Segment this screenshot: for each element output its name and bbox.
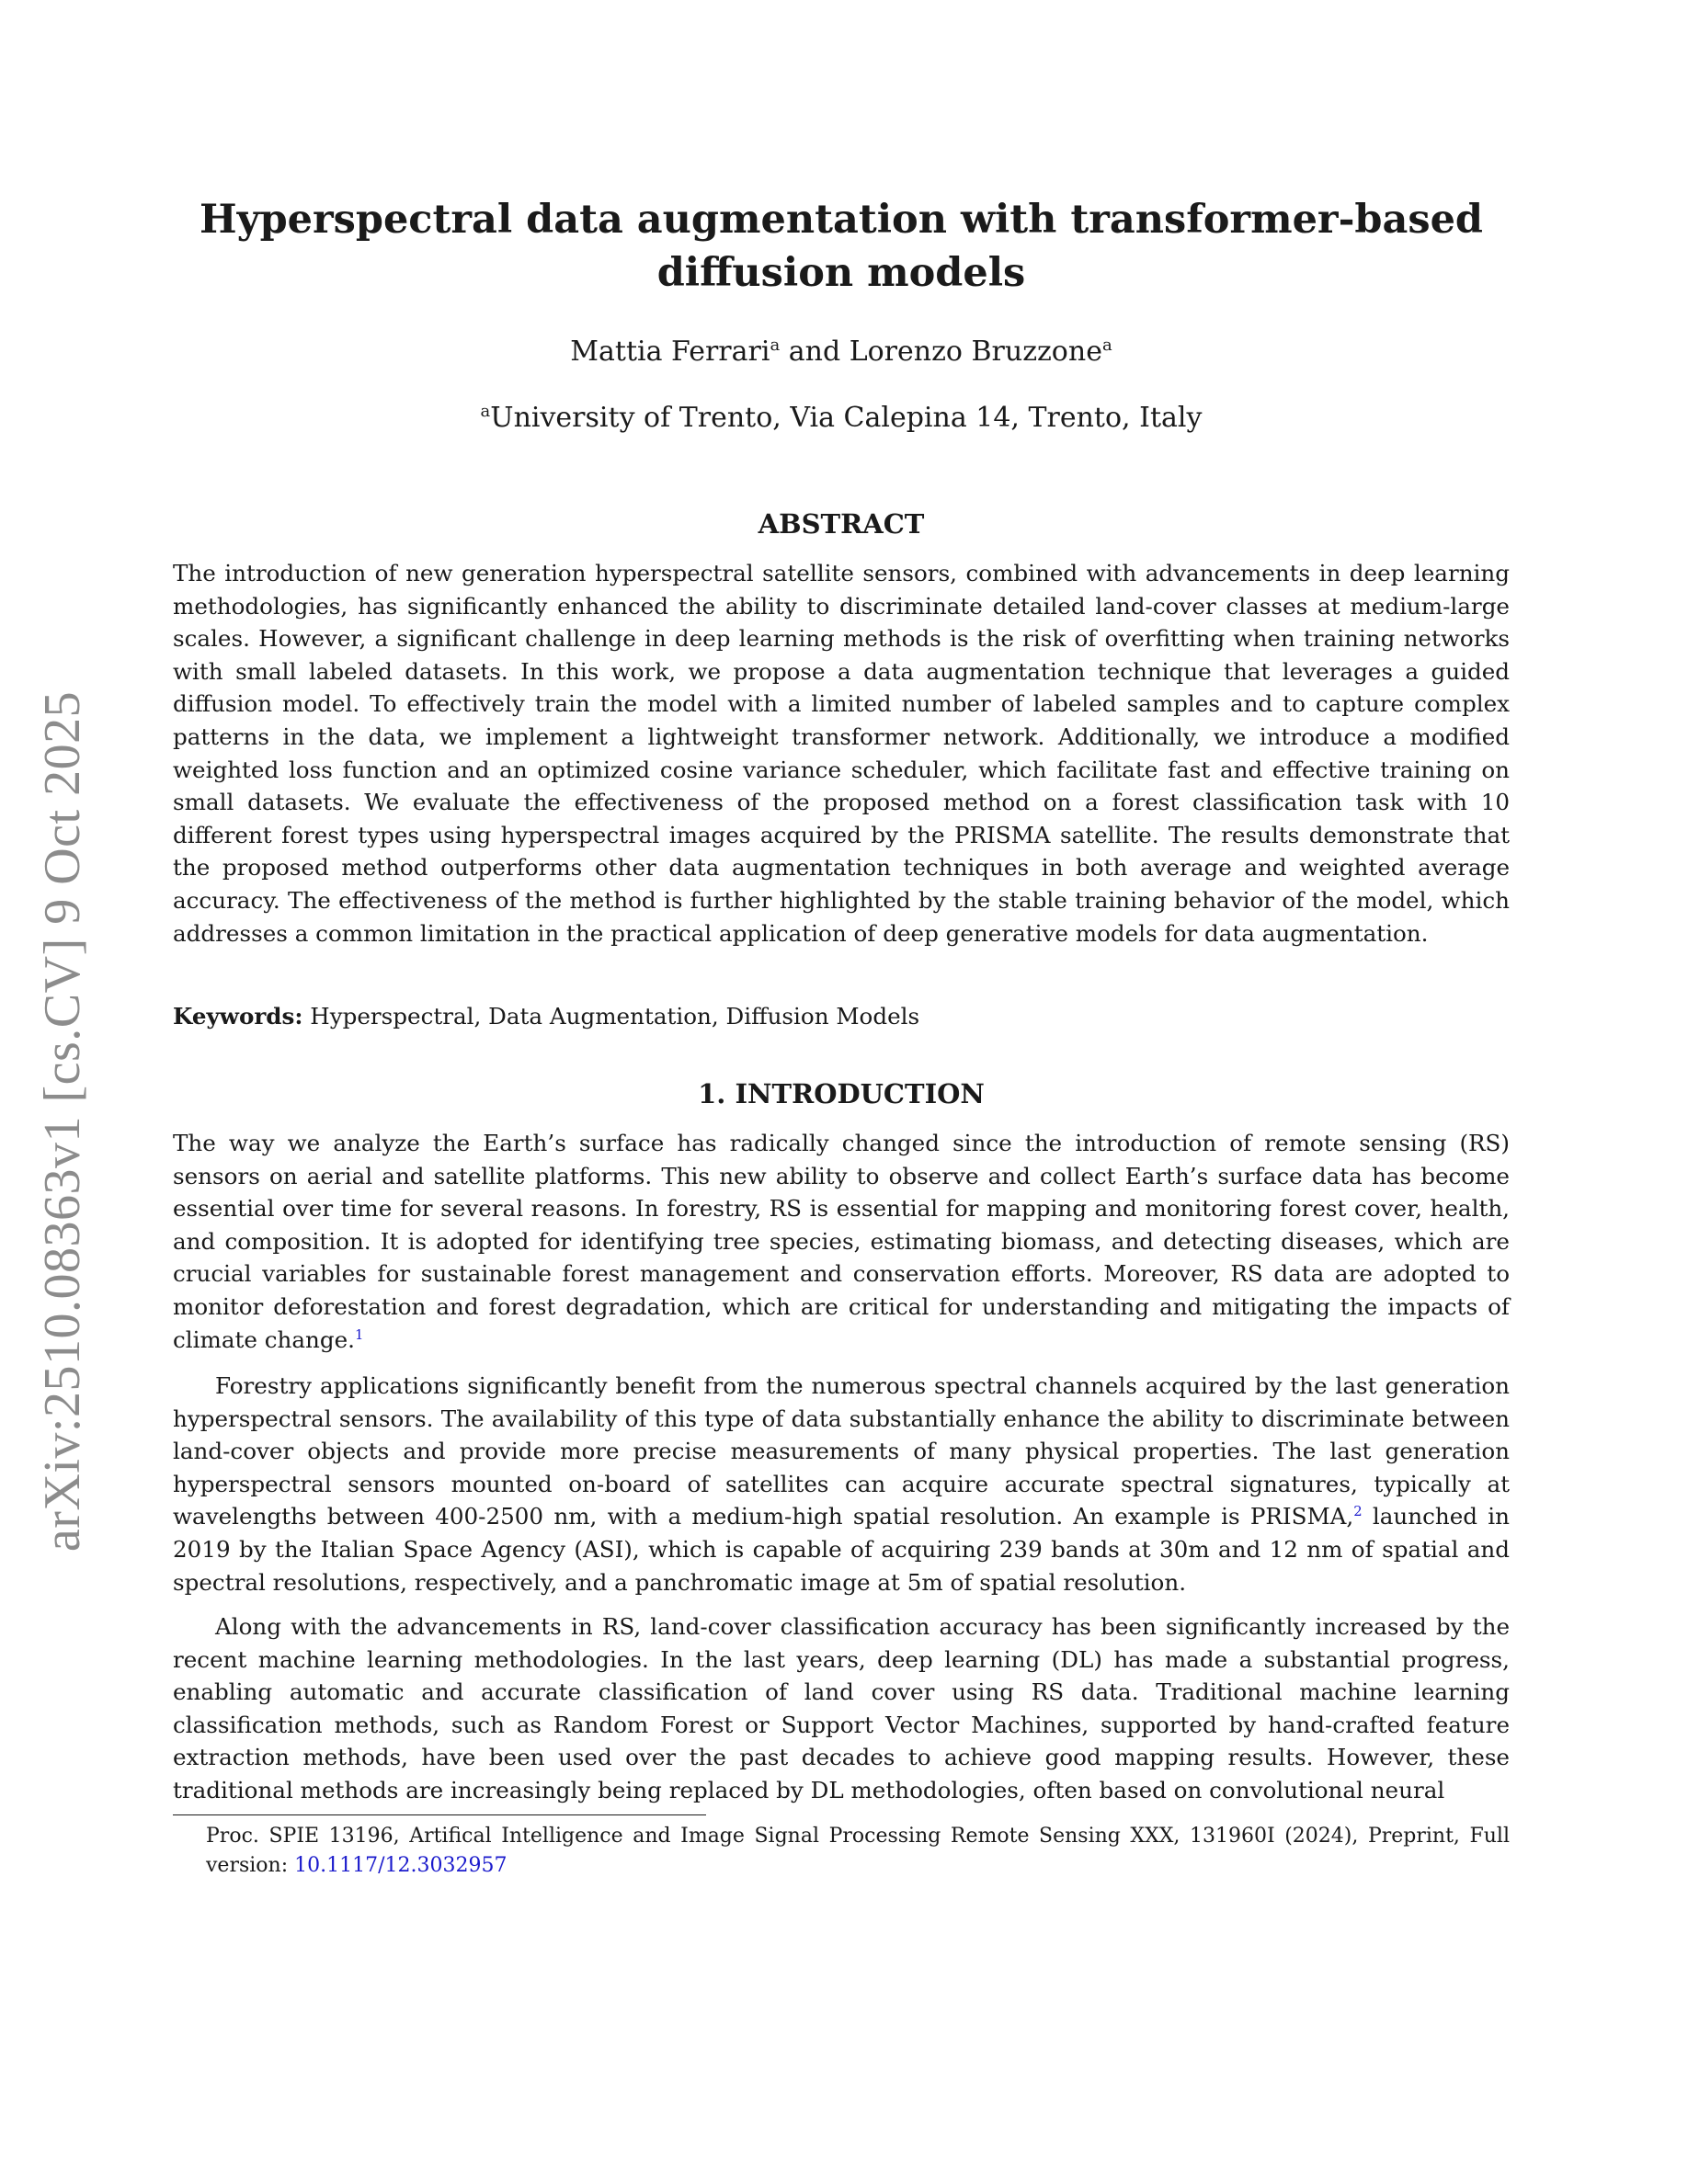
affiliation-text: University of Trento, Via Calepina 14, Trento, Italy xyxy=(490,402,1203,434)
paper-title: Hyperspectral data augmentation with transformer-based diffusion models xyxy=(199,197,1483,296)
intro-paragraph-2 xyxy=(173,1370,1510,1598)
abstract-body: The introduction of new generation hyperspectral satellite sensors, combined with advancements in deep learning methodologies, has significantly enhanced the ability to discriminate detailed land-cover classes at medium-large scales. However, a significant challenge in deep learning methods is the risk of overfitting when training networks with small labeled datasets. In this work, we propose a data augmentation technique that leverages a guided diffusion model. To effectively train the model with a limited number of labeled samples and to capture complex patterns in the data, we implement a lightweight transformer network. Additionally, we introduce a modified weighted loss function and an optimized cosine variance scheduler, which facilitate fast and effective training on small datasets. We evaluate the effectiveness of the proposed method on a forest classification task with 10 different forest types using hyperspectral images acquired by the PRISMA satellite. The results demonstrate that the proposed method outperforms other data augmentation techniques in both average and weighted average accuracy. The effectiveness of the method is further highlighted by the stable training behavior of the model, which addresses a common limitation in the practical application of deep generative models for data augmentation. xyxy=(173,560,1510,947)
introduction-heading: 1. INTRODUCTION xyxy=(698,1078,985,1109)
affiliation-mark: a xyxy=(770,336,781,355)
footnote-divider xyxy=(173,1814,706,1815)
paragraph-text: launched in 2019 by the Italian Space Agency (ASI), which is capable of acquiring 239 bands at 30m and 12 nm of spatial and spectral resolutions, respectively, and a panchromatic image at 5m of spatial resolution. xyxy=(173,1503,1510,1596)
affiliation-mark: a xyxy=(1101,336,1112,355)
doi-link[interactable]: 10.1117/12.3032957 xyxy=(294,1854,508,1877)
keywords xyxy=(173,1000,1510,1033)
citation-link[interactable]: 1 xyxy=(354,1326,364,1343)
keywords-label: Keywords: xyxy=(173,1003,303,1029)
paragraph-text: Forestry applications significantly benefit from the numerous spectral channels acquired by the last generation hyperspectral sensors. The availability of this type of data substantially enhance the ability to discriminate between land-cover objects and provide more precise measurements of many physical properties. The last generation hyperspectral sensors mounted on-board of satellites can acquire accurate spectral signatures, typically at wavelengths between 400-2500 nm, with a medium-high spatial resolution. An example is PRISMA, xyxy=(173,1372,1510,1530)
affiliation-mark: a xyxy=(480,402,491,421)
author-conjunction: and xyxy=(780,336,850,368)
paragraph-text: The way we analyze the Earth’s surface has radically changed since the introduction of remote sensing (RS) sensors on aerial and satellite platforms. This new ability to observe and collect Earth’s surface data has become essential over time for several reasons. In forestry, RS is essential for mapping and monitoring forest cover, health, and composition. It is adopted for identifying tree species, estimating biomass, and detecting diseases, which are crucial variables for sustainable forest management and conservation efforts. Moreover, RS data are adopted to monitor deforestation and forest degradation, which are critical for understanding and mitigating the impacts of climate change. xyxy=(173,1130,1510,1353)
citation-link[interactable]: 2 xyxy=(1353,1504,1363,1520)
keywords-text: Hyperspectral, Data Augmentation, Diffusion Models xyxy=(302,1003,920,1029)
intro-paragraph-3: Along with the advancements in RS, land-cover classification accuracy has been significantly increased by the recent machine learning methodologies. In the last years, deep learning (DL) has made a substantial progress, enabling automatic and accurate classification of land cover using RS data. Traditional machine learning classification methods, such as Random Forest or Support Vector Machines, supported by hand-crafted feature extraction methods, have been used over the past decades to achieve good mapping results. However, these traditional methods are increasingly being replaced by DL methodologies, often based on convolutional neural xyxy=(173,1613,1510,1803)
footnote xyxy=(206,1822,1510,1881)
author-name: Mattia Ferrari xyxy=(570,336,770,368)
author-name: Lorenzo Bruzzone xyxy=(849,336,1102,368)
footnote-text: Proc. SPIE 13196, Artifical Intelligence and Image Signal Processing Remote Sensing XXX, 131960I (2024), Preprint, Full version: xyxy=(206,1825,1510,1877)
affiliation xyxy=(173,401,1510,436)
author-list xyxy=(173,335,1510,370)
intro-paragraph-1 xyxy=(173,1127,1510,1356)
arxiv-identifier-stamp: arXiv:2510.08363v1 [cs.CV] 9 Oct 2025 xyxy=(34,690,91,1553)
abstract-heading: ABSTRACT xyxy=(758,508,925,540)
